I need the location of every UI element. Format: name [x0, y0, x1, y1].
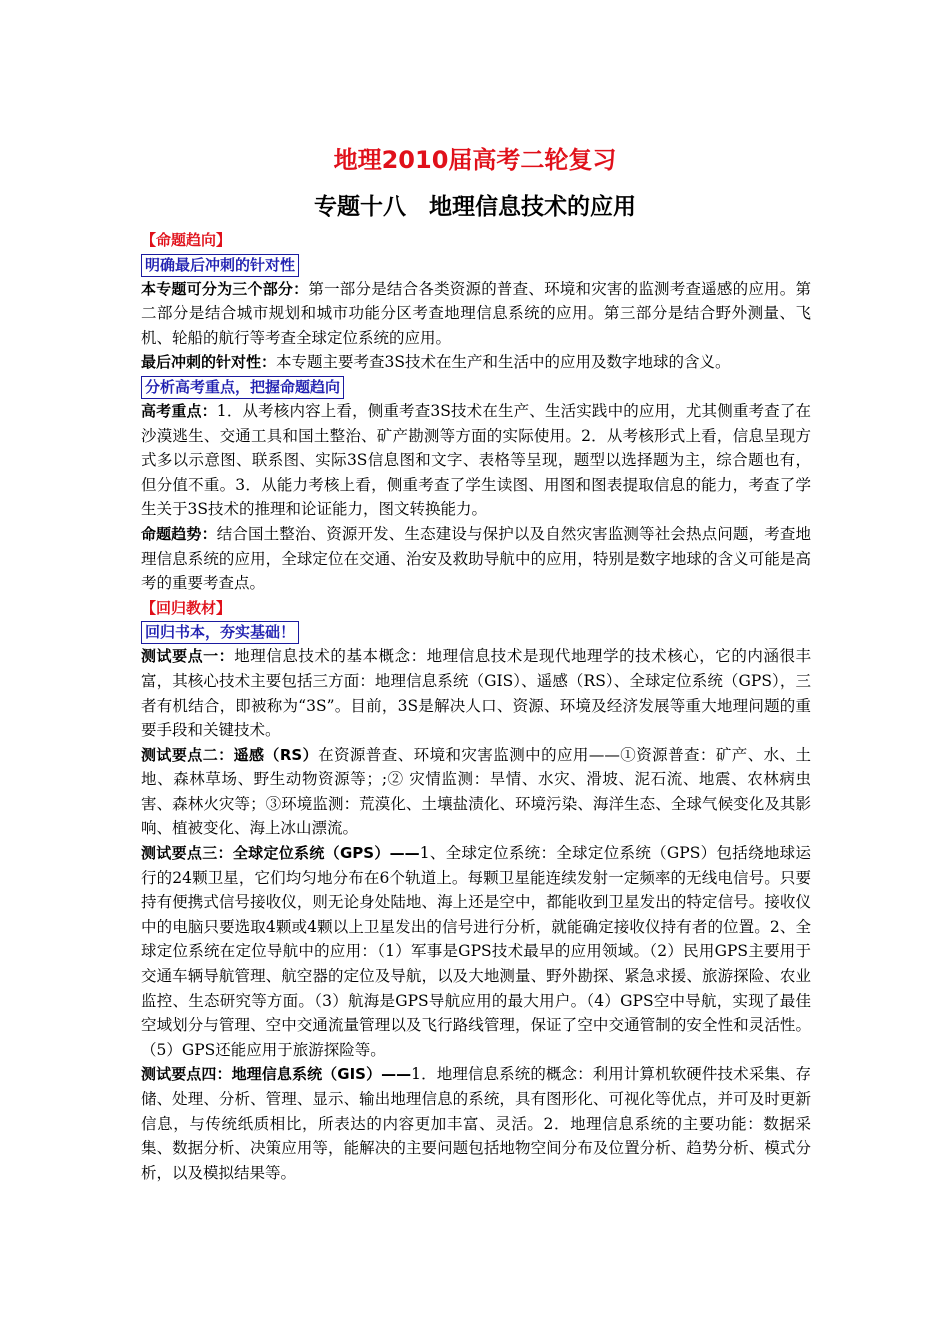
label-point-3: 测试要点三：全球定位系统（GPS）—— [141, 844, 420, 863]
text-point-1: 地理信息技术的基本概念：地理信息技术是现代地理学的技术核心，它的内涵很丰富，其核心技术主要包括三方面：地理信息系统（GIS）、遥感（RS）、全球定位系统（GPS），三者有机结合，即被称为“3S”。目前，3S是解决人口、资源、环境及经济发展等重大地理问题的重要手段和关键技术。 [141, 647, 811, 740]
paragraph-point-3 [141, 841, 811, 1062]
paragraph-focus [141, 399, 811, 522]
label-target: 最后冲刺的针对性： [141, 353, 277, 372]
boxed-heading-target: 明确最后冲刺的针对性 [141, 254, 299, 277]
paragraph-target [141, 350, 811, 375]
paragraph-parts [141, 277, 811, 351]
section-tag-trend: 【命题趋向】 [141, 231, 232, 249]
doc-title: 地理2010届高考二轮复习 [333, 146, 617, 174]
boxed-heading-basics: 回归书本，夯实基础！ [141, 621, 299, 644]
label-point-1: 测试要点一： [141, 647, 235, 666]
paragraph-point-2 [141, 743, 811, 841]
label-parts: 本专题可分为三个部分： [141, 279, 309, 298]
text-focus: 1．从考核内容上看，侧重考查3S技术在生产、生活实践中的应用，尤其侧重考查了在沙漠逃生、交通工具和国土整治、矿产勘测等方面的实际使用。2．从考核形式上看，信息呈现方式多以示意图、联系图、实际3S信息图和文字、表格等呈现，题型以选择题为主，综合题也有，但分值不重。3．从能力考核上看，侧重考查了学生读图、用图和图表提取信息的能力，考查了学生关于3S技术的推理和论证能力，图文转换能力。 [141, 401, 811, 519]
boxed-heading-focus: 分析高考重点，把握命题趋向 [141, 376, 344, 399]
paragraph-trend [141, 522, 811, 596]
label-trend: 命题趋势： [141, 524, 217, 543]
label-point-2: 测试要点二：遥感（RS） [141, 745, 319, 764]
paragraph-point-4 [141, 1062, 811, 1185]
label-point-4: 测试要点四：地理信息系统（GIS）—— [141, 1065, 412, 1084]
text-trend: 结合国土整治、资源开发、生态建设与保护以及自然灾害监测等社会热点问题，考查地理信息系统的应用，全球定位在交通、治安及救助导航中的应用，特别是数字地球的含义可能是高考的重要考查点。 [141, 524, 811, 593]
text-point-2: 在资源普查、环境和灾害监测中的应用——①资源普查：矿产、水、土地、森林草场、野生动物资源等；;② 灾情监测：旱情、水灾、滑坡、泥石流、地震、农林病虫害、森林火灾等；③环境监测：荒漠化、土壤盐渍化、环境污染、海洋生态、全球气候变化及其影响、植被变化、海上冰山漂流。 [141, 745, 811, 838]
doc-subtitle: 专题十八 地理信息技术的应用 [314, 194, 636, 220]
label-focus: 高考重点： [141, 401, 217, 420]
text-point-3: 1、全球定位系统：全球定位系统（GPS）包括绕地球运行的24颗卫星，它们均匀地分布在6个轨道上。每颗卫星能连续发射一定频率的无线电信号。只要持有便携式信号接收仪，则无论身处陆地、海上还是空中，都能收到卫星发出的特定信号。接收仪中的电脑只要选取4颗或4颗以上卫星发出的信号进行分析，就能确定接收仪持有者的位置。2、全球定位系统在定位导航中的应用：（1）军事是GPS技术最早的应用领域。（2）民用GPS主要用于交通车辆导航管理、航空器的定位及导航，以及大地测量、野外勘探、紧急求援、旅游探险、农业监控、生态研究等方面。（3）航海是GPS导航应用的最大用户。（4）GPS空中导航，实现了最佳空域划分与管理、空中交通流量管理以及飞行路线管理，保证了空中交通管制的安全性和灵活性。（5）GPS还能应用于旅游探险等。 [141, 844, 811, 1059]
section-tag-textbook: 【回归教材】 [141, 598, 232, 617]
paragraph-point-1 [141, 644, 811, 742]
doc-body [141, 228, 811, 1185]
text-point-4: 1．地理信息系统的概念：利用计算机软硬件技术采集、存储、处理、分析、管理、显示、输出地理信息的系统，具有图形化、可视化等优点，并可及时更新信息，与传统纸质相比，所表达的内容更加丰富、灵活。2．地理信息系统的主要功能：数据采集、数据分析、决策应用等，能解决的主要问题包括地物空间分布及位置分析、趋势分析、模式分析，以及模拟结果等。 [141, 1065, 811, 1182]
text-target: 本专题主要考查3S技术在生产和生活中的应用及数字地球的含义。 [276, 353, 731, 372]
text-parts: 第一部分是结合各类资源的普查、环境和灾害的监测考查遥感的应用。第二部分是结合城市规划和城市功能分区考查地理信息系统的应用。第三部分是结合野外测量、飞机、轮船的航行等考查全球定位系统的应用。 [141, 279, 811, 347]
